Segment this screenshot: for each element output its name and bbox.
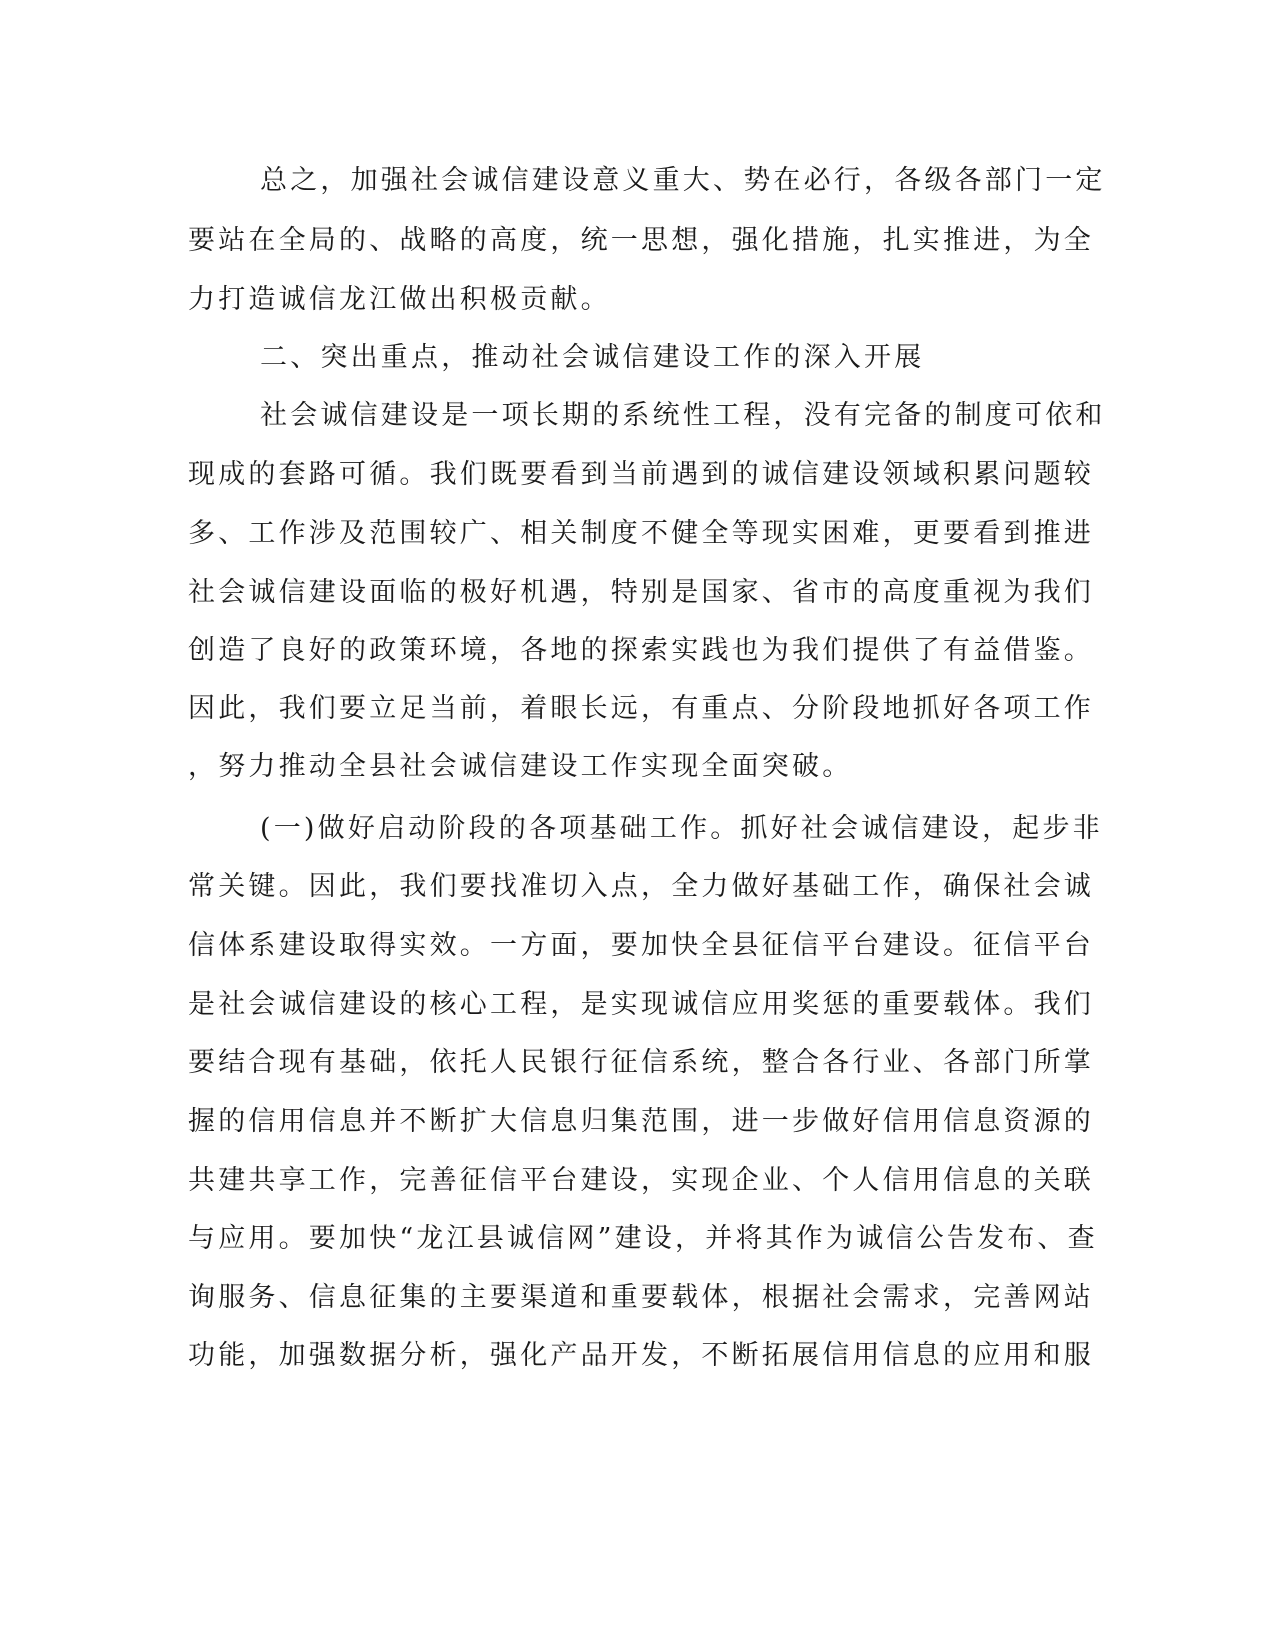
paragraph-line: 社会诚信建设是一项长期的系统性工程，没有完备的制度可依和 (260, 400, 1106, 431)
paragraph-line: 社会诚信建设面临的极好机遇，特别是国家、省市的高度重视为我们 (188, 577, 1094, 608)
paragraph-line: 总之，加强社会诚信建设意义重大、势在必行，各级各部门一定 (260, 165, 1106, 196)
paragraph-line: 因此，我们要立足当前，着眼长远，有重点、分阶段地抓好各项工作 (188, 693, 1094, 724)
paragraph-line: 要站在全局的、战略的高度，统一思想，强化措施，扎实推进，为全 (188, 225, 1094, 256)
paragraph-line: (一)做好启动阶段的各项基础工作。抓好社会诚信建设，起步非 (260, 813, 1103, 844)
paragraph-line: 要结合现有基础，依托人民银行征信系统，整合各行业、各部门所掌 (188, 1047, 1094, 1078)
paragraph-line: 常关键。因此，我们要找准切入点，全力做好基础工作，确保社会诚 (188, 871, 1094, 902)
paragraph-line: 力打造诚信龙江做出积极贡献。 (188, 284, 611, 315)
paragraph-line: ，努力推动全县社会诚信建设工作实现全面突破。 (188, 751, 853, 782)
paragraph-line: 是社会诚信建设的核心工程，是实现诚信应用奖惩的重要载体。我们 (188, 989, 1094, 1020)
paragraph-line: 询服务、信息征集的主要渠道和重要载体，根据社会需求，完善网站 (188, 1282, 1094, 1313)
paragraph-line: 创造了良好的政策环境，各地的探索实践也为我们提供了有益借鉴。 (188, 635, 1094, 666)
paragraph-line: 功能，加强数据分析，强化产品开发，不断拓展信用信息的应用和服 (188, 1340, 1094, 1371)
paragraph-line: 信体系建设取得实效。一方面，要加快全县征信平台建设。征信平台 (188, 930, 1094, 961)
paragraph-line: 握的信用信息并不断扩大信息归集范围，进一步做好信用信息资源的 (188, 1106, 1094, 1137)
paragraph-line: 共建共享工作，完善征信平台建设，实现企业、个人信用信息的关联 (188, 1165, 1094, 1196)
paragraph-line: 多、工作涉及范围较广、相关制度不健全等现实困难，更要看到推进 (188, 518, 1094, 549)
paragraph-line: 与应用。要加快“龙江县诚信网”建设，并将其作为诚信公告发布、查 (188, 1223, 1098, 1254)
section-heading: 二、突出重点，推动社会诚信建设工作的深入开展 (260, 342, 925, 373)
paragraph-line: 现成的套路可循。我们既要看到当前遇到的诚信建设领域积累问题较 (188, 459, 1094, 490)
